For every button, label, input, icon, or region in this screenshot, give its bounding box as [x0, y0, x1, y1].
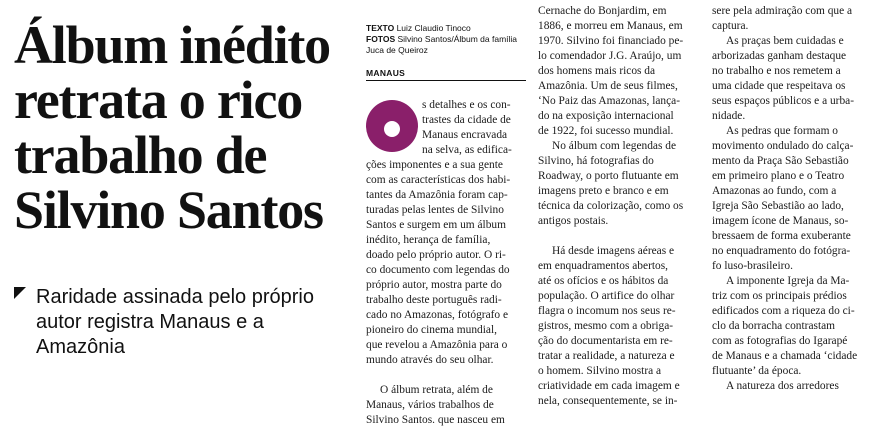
- article-line: com as características dos habi-: [366, 174, 511, 186]
- article-line: Igreja São Sebastião ao lado,: [712, 200, 844, 212]
- article-line: em enquadramentos abertos,: [538, 260, 668, 272]
- article-line: gistros, mesmo com a obriga-: [538, 320, 674, 332]
- article-line: Santos e surgem em um álbum: [366, 219, 506, 231]
- text-credit: [366, 23, 526, 34]
- subheadline-line: Raridade assinada pelo próprio: [36, 286, 314, 308]
- article-line: Silvino, há fotografias do: [538, 155, 654, 167]
- article-line: Manaus encravada: [422, 129, 508, 141]
- article-line: co documento com legendas do: [366, 264, 510, 276]
- headline-line: retrata o rico: [14, 70, 303, 130]
- article-line: fo luso-brasileiro.: [712, 260, 793, 272]
- article-line: no trabalho e nos remetem a: [712, 65, 841, 77]
- article-column-2: [538, 4, 698, 409]
- headline-line: Silvino Santos: [14, 180, 323, 240]
- section-divider: [366, 80, 526, 81]
- article-line: s detalhes e os con-: [422, 99, 511, 111]
- article-line: no enquadramento do fotógra-: [712, 245, 851, 257]
- article-line: pioneiro do cinema mundial,: [366, 324, 497, 336]
- article-line: na selva, as edifica-: [422, 144, 512, 156]
- article-line: Manaus, vários trabalhos de: [366, 399, 494, 411]
- article-line: Amazonas ao fundo, com a: [712, 185, 837, 197]
- article-line: No álbum com legendas de: [552, 140, 676, 152]
- article-line: trabalho deste português radi-: [366, 294, 502, 306]
- article-line: turadas pelas lentes de Silvino: [366, 204, 504, 216]
- article-line: o homem. Silvino mostra a: [538, 365, 662, 377]
- article-line: edificados com a riqueza do ci-: [712, 305, 855, 317]
- article-line: cado no Amazonas, fotógrafo e: [366, 309, 509, 321]
- text-credit-label: TEXTO: [366, 23, 395, 33]
- article-line: antigos postais.: [538, 215, 609, 227]
- article-line: captura.: [712, 20, 749, 32]
- article-line: arborizadas ganham destaque: [712, 50, 847, 62]
- triangle-marker-icon: [14, 287, 26, 299]
- article-line: do na exposição internacional: [538, 110, 674, 122]
- article-line: população. O artifice do olhar: [538, 290, 675, 302]
- article-line: ção do documentarista em re-: [538, 335, 673, 347]
- article-line: que revelou a Amazônia para o: [366, 339, 508, 351]
- article-line: flagra o incomum nos seus re-: [538, 305, 676, 317]
- article-line: ‘No Paiz das Amazonas, lança-: [538, 95, 681, 107]
- article-line: bressaem de forma exuberante: [712, 230, 851, 242]
- subheadline-line: autor registra Manaus e a: [36, 311, 264, 333]
- section-label: MANAUS: [366, 68, 406, 78]
- byline-credits: [366, 23, 526, 56]
- article-line: dos homens mais ricos da: [538, 65, 656, 77]
- article-line: em primeiro plano e o Teatro: [712, 170, 845, 182]
- subheadline-line: Amazônia: [36, 336, 125, 358]
- article-column-3: [712, 4, 872, 394]
- article-line: com as fotografias do Igarapé: [712, 335, 848, 347]
- article-line: imagem ícone de Manaus, so-: [712, 215, 849, 227]
- article-line: tantes da Amazônia foram cap-: [366, 189, 508, 201]
- article-line: Há desde imagens aéreas e: [552, 245, 675, 257]
- article-line: As praças bem cuidadas e: [726, 35, 844, 47]
- headline-line: trabalho de: [14, 125, 267, 185]
- article-line: uma cidade que respeitava os: [712, 80, 846, 92]
- headline-line: Álbum inédito: [14, 15, 330, 75]
- photo-credit-label: FOTOS: [366, 34, 396, 44]
- article-line: Silvino Santos. que nasceu em: [366, 414, 505, 426]
- article-line: flutuante’ da época.: [712, 365, 802, 377]
- article-line: trastes da cidade de: [422, 114, 511, 126]
- article-line: A natureza dos arredores: [726, 380, 839, 392]
- article-line: clo da borracha contrastam: [712, 320, 836, 332]
- text-credit-value: Luiz Claudio Tinoco: [396, 23, 471, 33]
- article-line: até os ofícios e os hábitos da: [538, 275, 669, 287]
- headline: [14, 15, 349, 240]
- article-line: doado pelo próprio autor. O ri-: [366, 249, 506, 261]
- article-line: de 1922, foi sucesso mundial.: [538, 125, 674, 137]
- article-line: seus espaços públicos e a urba-: [712, 95, 855, 107]
- article-line: [366, 368, 526, 383]
- article-line: nela, consequentemente, se in-: [538, 395, 678, 407]
- article-line: movimento ondulado do calça-: [712, 140, 854, 152]
- article-line: 1970. Silvino foi financiado pe-: [538, 35, 684, 47]
- photo-credit: [366, 34, 526, 45]
- article-column-1: [366, 98, 526, 428]
- article-line: mento da Praça São Sebastião: [712, 155, 849, 167]
- article-line: Cernache do Bonjardim, em: [538, 5, 667, 17]
- article-line: Roadway, o porto flutuante em: [538, 170, 679, 182]
- article-line: técnica da colorização, como os: [538, 200, 684, 212]
- photo-credit-value: Silvino Santos/Álbum da família: [397, 34, 518, 44]
- article-line: As pedras que formam o: [726, 125, 838, 137]
- article-line: Amazônia. Um de seus filmes,: [538, 80, 678, 92]
- subheadline-text: [36, 285, 344, 360]
- article-line: inédito, herança de família,: [366, 234, 491, 246]
- subheadline: [14, 285, 344, 360]
- article-line: próprio autor, mostra parte do: [366, 279, 502, 291]
- article-line: [538, 229, 698, 244]
- article-line: imagens preto e branco e em: [538, 185, 669, 197]
- article-line: triz com os principais prédios: [712, 290, 847, 302]
- article-line: mundo através do seu olhar.: [366, 354, 494, 366]
- article-line: lo comendador J.G. Araújo, um: [538, 50, 682, 62]
- article-line: ções imponentes e a sua gente: [366, 159, 503, 171]
- article-line: 1886, e morreu em Manaus, em: [538, 20, 683, 32]
- photo-credit-continued: Juca de Queiroz: [366, 45, 428, 55]
- article-line: criatividade em cada imagem e: [538, 380, 680, 392]
- article-line: A imponente Igreja da Ma-: [726, 275, 850, 287]
- article-line: tratar a realidade, a natureza e: [538, 350, 675, 362]
- article-line: de Manaus e a chamada ‘cidade: [712, 350, 858, 362]
- article-line: O álbum retrata, além de: [380, 384, 493, 396]
- article-line: nidade.: [712, 110, 746, 122]
- article-line: sere pela admiração com que a: [712, 5, 853, 17]
